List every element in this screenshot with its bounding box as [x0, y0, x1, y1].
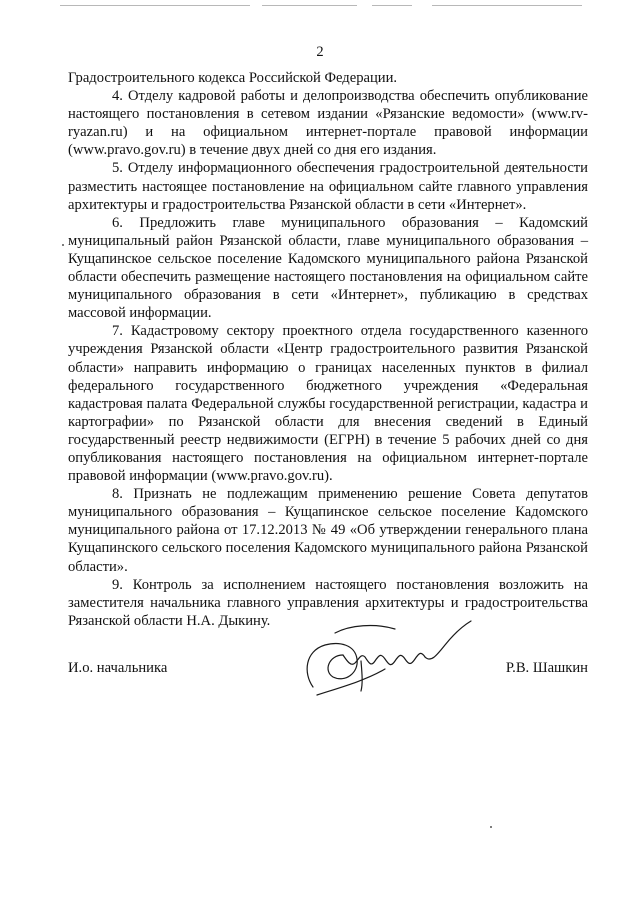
scan-edge-line: [262, 5, 357, 6]
handwritten-signature: [295, 615, 480, 700]
paragraph-3-end: Градостроительного кодекса Российской Федерации.: [68, 70, 398, 86]
paragraph-7: 7. Кадастровому сектору проектного отдела государственного казенного учреждения Рязанской области «Центр градостроительного развития Рязанской области» направить информацию о границах населенных пунктов в филиал федерального государственного бюджетного учреждения «Федеральная кадастровая палата Федеральной службы государственной регистрации, кадастра и картографии» по Рязанской области для внесения сведений в Единый государственный реестр недвижимости (ЕГРН) в течение 5 рабочих дней со дня опубликования настоящего постановления на официальном интернет-портале правовой информации (www.pravo.gov.ru).: [68, 323, 588, 485]
scan-edge-line: [60, 5, 250, 6]
page-number: 2: [316, 44, 324, 60]
paragraph-9: 9. Контроль за исполнением настоящего постановления возложить на заместителя начальника главного управления архитектуры и градостроительства Рязанской области Н.А. Дыкину.: [68, 576, 588, 629]
document-body: [68, 69, 588, 630]
scan-speck: [62, 244, 64, 246]
paragraph-5: 5. Отделу информационного обеспечения градостроительной деятельности разместить настоящее постановление на официальном сайте главного управления архитектуры и градостроительства Рязанской области в сети «Интернет».: [68, 160, 588, 213]
scan-speck: [490, 826, 492, 828]
paragraph-8: 8. Признать не подлежащим применению решение Совета депутатов муниципального образования – Кущапинское сельское поселение Кадомского муниципального района от 17.12.2013 № 49 «Об утверждении генерального плана Кущапинского сельского поселения Кадомского муниципального района Рязанской области».: [68, 486, 588, 575]
paragraph-4: 4. Отделу кадровой работы и делопроизводства обеспечить опубликование настоящего постановления в сетевом издании «Рязанские ведомости» (www.rv-ryazan.ru) и на официальном интернет-портале правовой информации (www.pravo.gov.ru) в течение двух дней со дня его издания.: [68, 88, 588, 159]
paragraph-6: 6. Предложить главе муниципального образования – Кадомский муниципальный район Рязанской области, главе муниципального образования – Кущапинское сельское поселение Кадомского муниципального района Рязанской области обеспечить размещение настоящего постановления на официальном сайте муниципального образования в сети «Интернет», публикацию в средствах массовой информации.: [68, 214, 588, 322]
scan-edge-line: [372, 5, 412, 6]
signatory-position: И.о. начальника: [68, 660, 168, 676]
scan-edge-line: [432, 5, 582, 6]
signatory-name: Р.В. Шашкин: [505, 660, 588, 676]
